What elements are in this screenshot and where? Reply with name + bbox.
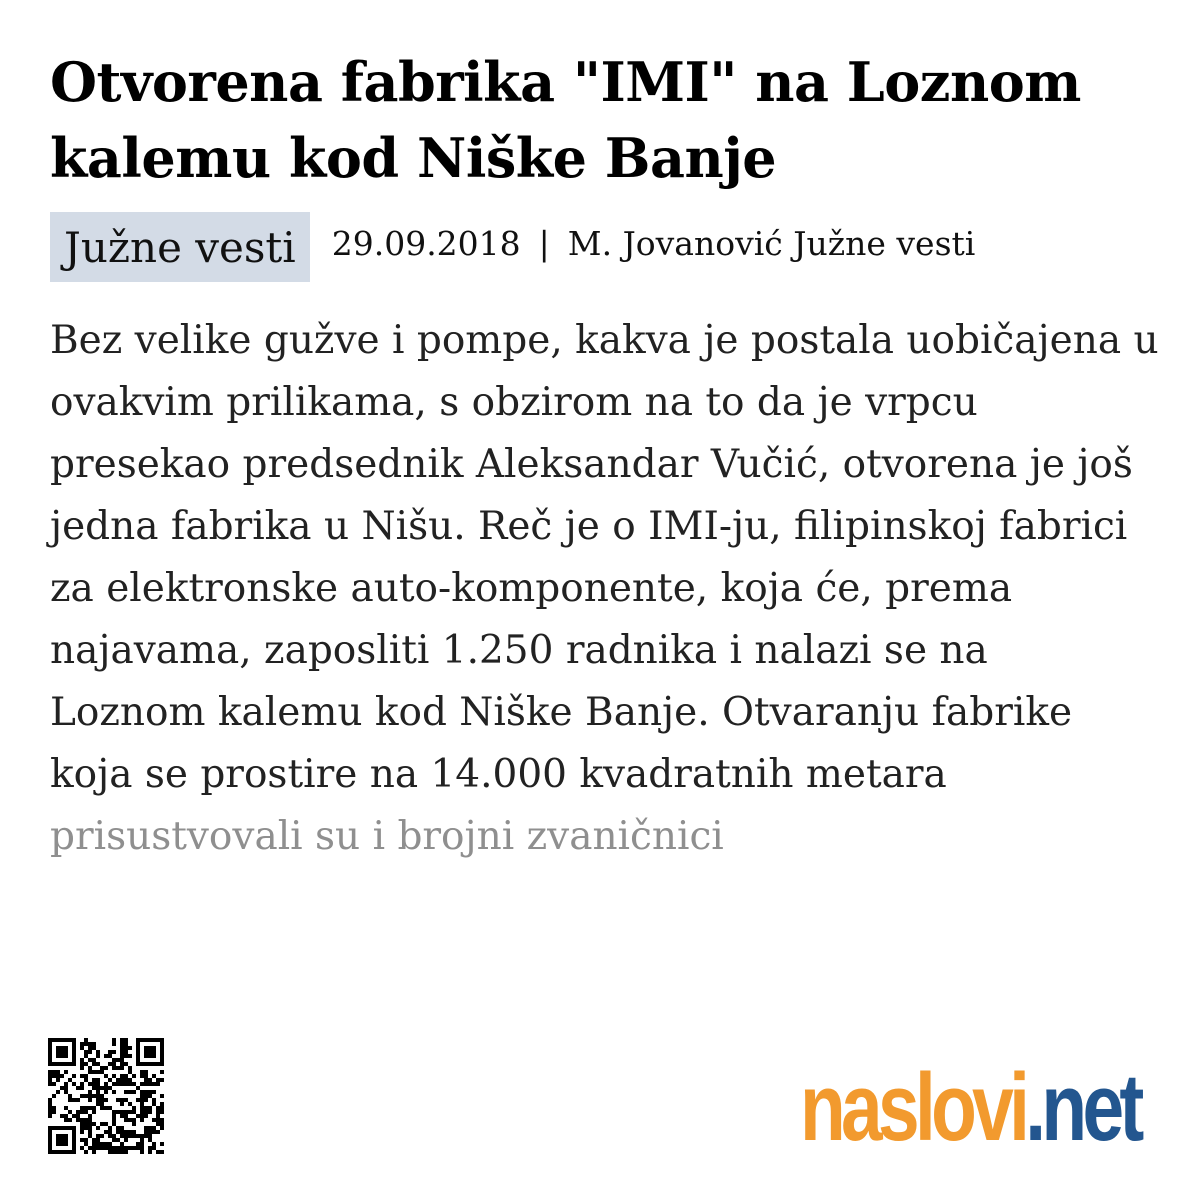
source-badge[interactable]: Južne vesti bbox=[50, 212, 310, 282]
article-meta bbox=[50, 212, 975, 282]
article-body bbox=[50, 310, 1160, 868]
article-body-main: Bez velike gužve i pompe, kakva je postala uobičajena u ovakvim prilikama, s obzirom na to da je vrpcu presekao predsednik Aleksandar Vučić, otvorena je još jedna fabrika u Nišu. Reč je o IMI-ju, filipinskoj fabrici za elektronske auto-komponente, koja će, prema najavama, zaposliti 1.250 radnika i nalazi se na Loznom kalemu kod Niške Banje. Otvaranju fabrike koja se prostire na 14.000 kvadratnih metara bbox=[50, 318, 1159, 797]
qr-code-icon bbox=[48, 1038, 164, 1154]
meta-info bbox=[332, 224, 976, 264]
meta-separator: | bbox=[538, 224, 550, 263]
article-date: 29.09.2018 bbox=[331, 224, 521, 263]
article-title: Otvorena fabrika "IMI" na Loznom kalemu kod Niške Banje bbox=[50, 50, 1081, 190]
logo-text-naslovi: naslovi bbox=[800, 1054, 1026, 1161]
logo-text-net: .net bbox=[1025, 1054, 1140, 1161]
naslovi-logo[interactable] bbox=[800, 1054, 1140, 1161]
article-body-faded: prisustvovali su i brojni zvaničnici bbox=[50, 814, 724, 859]
article-byline: M. Jovanović Južne vesti bbox=[567, 224, 976, 263]
